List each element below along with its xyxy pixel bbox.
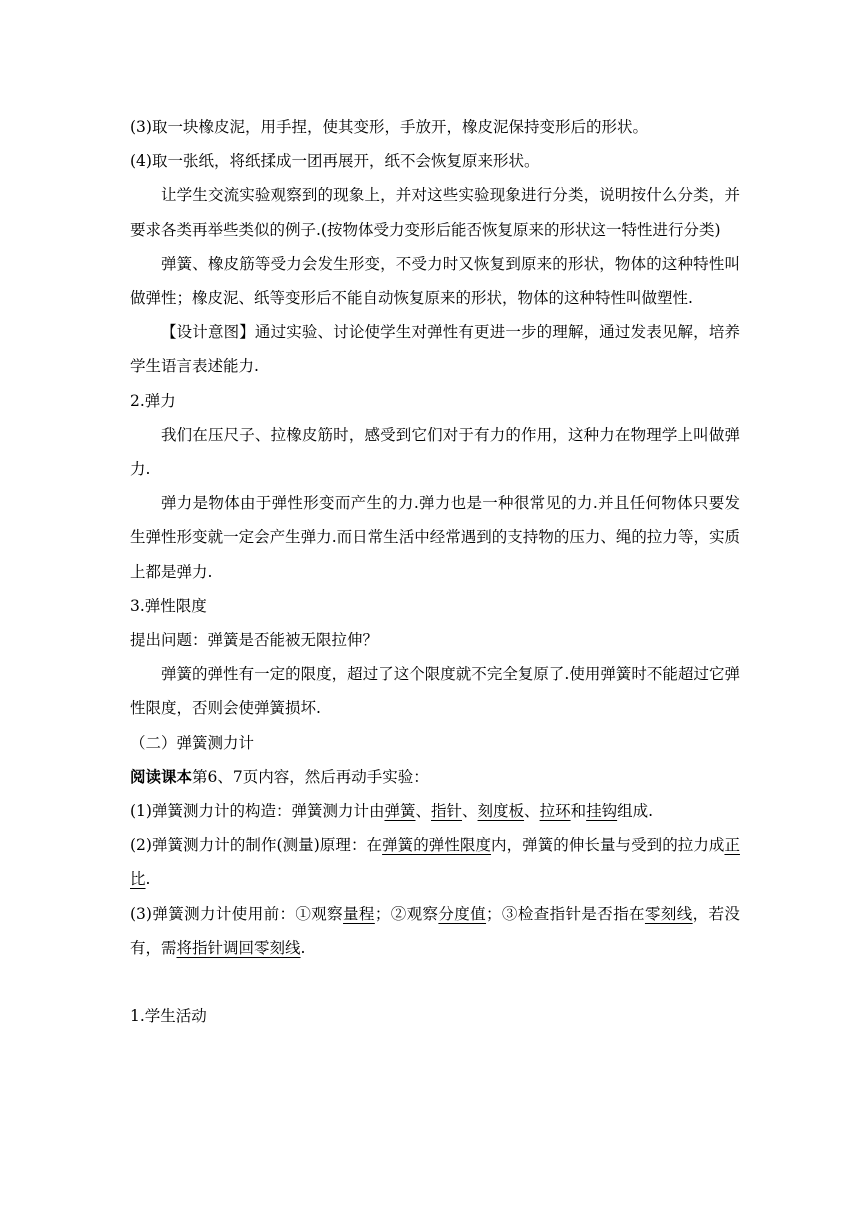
item-principle-text: (2)弹簧测力计的制作(测量)原理：在 [130, 836, 383, 855]
paragraph-design-intent: 【设计意图】通过实验、讨论使学生对弹性有更进一步的理解，通过发表见解，培养学生语言表述能力. [130, 323, 740, 376]
item-structure-end: 组成. [617, 802, 654, 821]
blank-hook: 挂钩 [586, 802, 618, 821]
blank-scale-board: 刻度板 [477, 802, 525, 821]
sep: 、 [415, 802, 431, 821]
item-before-use-text-4: ，若没有，需 [130, 904, 740, 957]
blank-range: 量程 [343, 904, 375, 923]
heading-elastic-limit: 3.弹性限度 [130, 596, 207, 615]
question-line: 提出问题：弹簧是否能被无限拉伸？ [130, 631, 379, 650]
blank-zero-line: 零刻线 [644, 904, 693, 923]
item-structure-text: (1)弹簧测力计的构造：弹簧测力计由 [130, 802, 385, 821]
heading-student-activity: 1.学生活动 [130, 1007, 207, 1026]
paragraph-elastic-force-detail: 弹力是物体由于弹性形变而产生的力.弹力也是一种很常见的力.并且任何物体只要发生弹性形变就一定会产生弹力.而日常生活中经常遇到的支持物的压力、绳的拉力等，实质上都是弹力. [130, 494, 740, 581]
blank-pointer: 指针 [431, 802, 463, 821]
line-experiment-4: (4)取一张纸，将纸揉成一团再展开，纸不会恢复原来形状。 [130, 152, 540, 171]
item-before-use-text: (3)弹簧测力计使用前：①观察 [130, 904, 344, 923]
paragraph-elasticity: 弹簧、橡皮筋等受力会发生形变，不受力时又恢复到原来的形状，物体的这种特性叫做弹性；橡皮泥、纸等变形后不能自动恢复原来的形状，物体的这种特性叫做塑性. [130, 254, 740, 308]
item-before-use-text-2: ；②观察 [374, 904, 439, 923]
blank-proportional: 正比 [130, 836, 740, 889]
blank-division-value: 分度值 [438, 904, 487, 923]
heading-elastic-force: 2.弹力 [130, 391, 176, 410]
item-principle [130, 828, 740, 896]
sep: 、 [524, 802, 540, 821]
reading-instruction [130, 760, 740, 794]
blank-pull-ring: 拉环 [539, 802, 571, 821]
paragraph-elastic-limit: 弹簧的弹性有一定的限度，超过了这个限度就不完全复原了.使用弹簧时不能超过它弹性限度，否则会使弹簧损坏. [130, 665, 740, 718]
blank-gap [130, 965, 740, 999]
item-principle-end: . [145, 870, 151, 889]
item-before-use [130, 897, 740, 965]
item-before-use-text-3: ；③检查指针是否指在 [486, 904, 645, 923]
reading-rest: 第6、7页内容，然后再动手实验： [192, 767, 429, 786]
reading-bold: 阅读课本 [130, 766, 193, 786]
blank-elastic-limit: 弹簧的弹性限度 [382, 836, 492, 855]
item-principle-text-2: 内，弹簧的伸长量与受到的拉力成 [491, 836, 725, 855]
item-before-use-end: . [300, 938, 306, 957]
blank-spring: 弹簧 [384, 802, 416, 821]
item-structure [130, 794, 740, 828]
paragraph-elastic-force-def: 我们在压尺子、拉橡皮筋时，感受到它们对于有力的作用，这种力在物理学上叫做弹力. [130, 425, 740, 479]
sep: 、 [462, 802, 478, 821]
section-heading-spring-scale: （二）弹簧测力计 [130, 733, 255, 752]
sep: 和 [570, 802, 587, 821]
blank-adjust-pointer: 将指针调回零刻线 [176, 938, 301, 957]
paragraph-classify: 让学生交流实验观察到的现象上，并对这些实验现象进行分类，说明按什么分类，并要求各类再举些类似的例子.(按物体受力变形后能否恢复原来的形状这一特性进行分类) [130, 186, 740, 239]
line-experiment-3: (3)取一块橡皮泥，用手捏，使其变形，手放开，橡皮泥保持变形后的形状。 [130, 118, 648, 136]
